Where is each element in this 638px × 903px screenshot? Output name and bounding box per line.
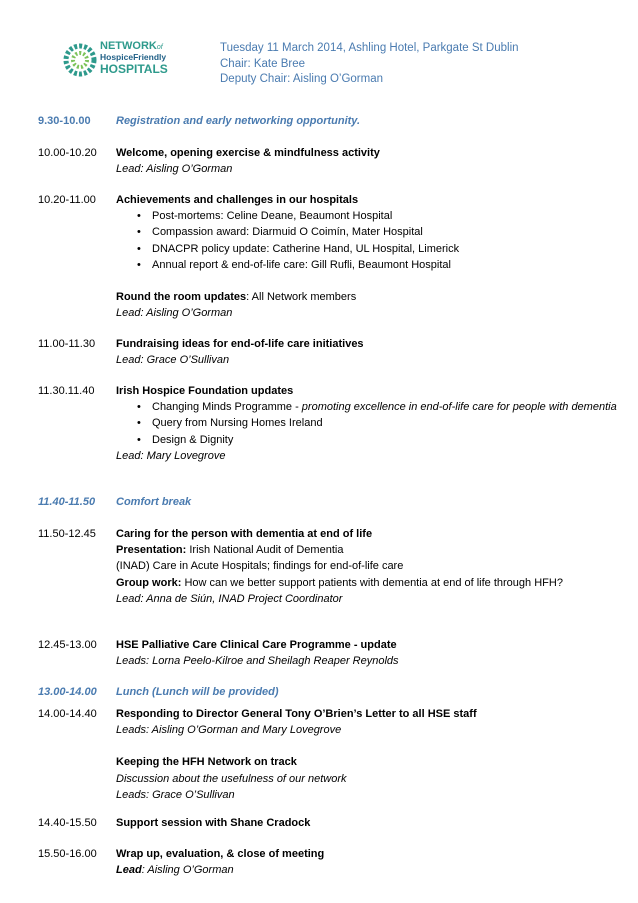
- agenda-item-registration: [38, 113, 618, 129]
- dementia-group-work: Group work: How can we better support patients with dementia at end of life through HFH?: [116, 576, 563, 589]
- dementia-presentation-detail: (INAD) Care in Acute Hospitals; findings for end-of-life care: [116, 560, 404, 573]
- agenda-item-responding: [38, 706, 618, 803]
- agenda-title: Irish Hospice Foundation updates: [116, 385, 294, 397]
- list-item: • Design & Dignity: [116, 432, 618, 448]
- list-item: • Post-mortems: Celine Deane, Beaumont Hospital: [116, 208, 618, 224]
- logo-line-hospicefriendly: HospiceFriendly: [100, 52, 167, 62]
- agenda-lead: Leads: Aisling O’Gorman and Mary Lovegrove: [116, 724, 342, 737]
- agenda-time: 15.50-16.00: [38, 848, 97, 860]
- ihf-list: [116, 399, 618, 448]
- list-item: • Compassion award: Diarmuid O Coimín, Mater Hospital: [116, 224, 618, 240]
- meeting-chair: Chair: Kate Bree: [220, 57, 306, 70]
- agenda-item-welcome: [38, 145, 618, 177]
- network-track-discussion: Discussion about the usefulness of our network: [116, 772, 347, 785]
- agenda-lead: Leads: Lorna Peelo-Kilroe and Sheilagh Reaper Reynolds: [116, 655, 399, 668]
- agenda-title: Fundraising ideas for end-of-life care initiatives: [116, 338, 364, 350]
- agenda-time: 11.40-11.50: [38, 496, 96, 508]
- meeting-date-venue: Tuesday 11 March 2014, Ashling Hotel, Parkgate St Dublin: [220, 42, 519, 54]
- round-the-room-updates: Round the room updates: All Network members: [116, 291, 357, 304]
- agenda-lead: Lead: Aisling O’Gorman: [116, 163, 233, 176]
- agenda-item-dementia: [38, 526, 618, 607]
- agenda-item-fundraising: [38, 336, 618, 368]
- agenda-time: 12.45-13.00: [38, 639, 97, 651]
- logo-emblem-icon: [62, 38, 98, 82]
- agenda-time: 10.00-10.20: [38, 147, 97, 159]
- agenda-title: Achievements and challenges in our hospitals: [116, 194, 359, 206]
- agenda-item-support-session: [38, 815, 618, 831]
- agenda-time: 11.30.11.40: [38, 385, 95, 397]
- agenda-item-comfort-break: [38, 494, 618, 510]
- network-track-title: Keeping the HFH Network on track: [116, 756, 297, 769]
- agenda-title: Welcome, opening exercise & mindfulness activity: [116, 147, 380, 159]
- agenda-lead: Lead: Anna de Siún, INAD Project Coordinator: [116, 592, 343, 605]
- agenda-time: 11.50-12.45: [38, 528, 96, 540]
- list-item: • Query from Nursing Homes Ireland: [116, 415, 618, 431]
- agenda-time: 14.00-14.40: [38, 708, 97, 720]
- agenda-time: 10.20-11.00: [38, 194, 96, 206]
- agenda-title: Lunch (Lunch will be provided): [116, 686, 279, 698]
- agenda-item-achievements: [38, 192, 618, 321]
- meeting-header: [220, 41, 519, 88]
- list-item: • Changing Minds Programme - promoting excellence in end-of-life care for people with dementia: [116, 399, 618, 415]
- agenda-title: HSE Palliative Care Clinical Care Programme - update: [116, 639, 397, 651]
- agenda-lead: Lead: Grace O’Sullivan: [116, 354, 230, 367]
- agenda-item-ihf-updates: [38, 383, 618, 464]
- agenda-title: Responding to Director General Tony O’Brien’s Letter to all HSE staff: [116, 708, 477, 720]
- agenda-time: 11.00-11.30: [38, 338, 96, 350]
- agenda-title: Wrap up, evaluation, & close of meeting: [116, 848, 325, 860]
- achievements-list: [116, 208, 618, 273]
- meeting-deputy-chair: Deputy Chair: Aisling O’Gorman: [220, 73, 383, 85]
- dementia-presentation: Presentation: Irish National Audit of Dementia: [116, 544, 344, 557]
- agenda-title: Caring for the person with dementia at end of life: [116, 528, 373, 540]
- network-logo: [62, 38, 182, 82]
- agenda-time: 9.30-10.00: [38, 115, 91, 127]
- agenda-time: 13.00-14.00: [38, 686, 97, 698]
- agenda-item-lunch: [38, 684, 618, 700]
- agenda-lead: Lead: Mary Lovegrove: [116, 449, 226, 462]
- agenda-title: Support session with Shane Cradock: [116, 817, 311, 829]
- agenda-item-wrap-up: [38, 846, 618, 878]
- agenda-title: Registration and early networking opportunity.: [116, 115, 361, 127]
- logo-line-hospitals: HOSPITALS: [100, 62, 168, 76]
- agenda-lead: Leads: Grace O’Sullivan: [116, 788, 235, 801]
- agenda-lead: Lead: Aisling O’Gorman: [116, 307, 233, 320]
- logo-line-network: NETWORKof: [100, 40, 163, 52]
- agenda-time: 14.40-15.50: [38, 817, 97, 829]
- agenda-title: Comfort break: [116, 496, 192, 508]
- list-item: • DNACPR policy update: Catherine Hand, UL Hospital, Limerick: [116, 241, 618, 257]
- agenda-lead: Lead: Aisling O’Gorman: [116, 864, 234, 877]
- list-item: • Annual report & end-of-life care: Gill Rufli, Beaumont Hospital: [116, 257, 618, 273]
- agenda-item-hse-palliative: [38, 637, 618, 669]
